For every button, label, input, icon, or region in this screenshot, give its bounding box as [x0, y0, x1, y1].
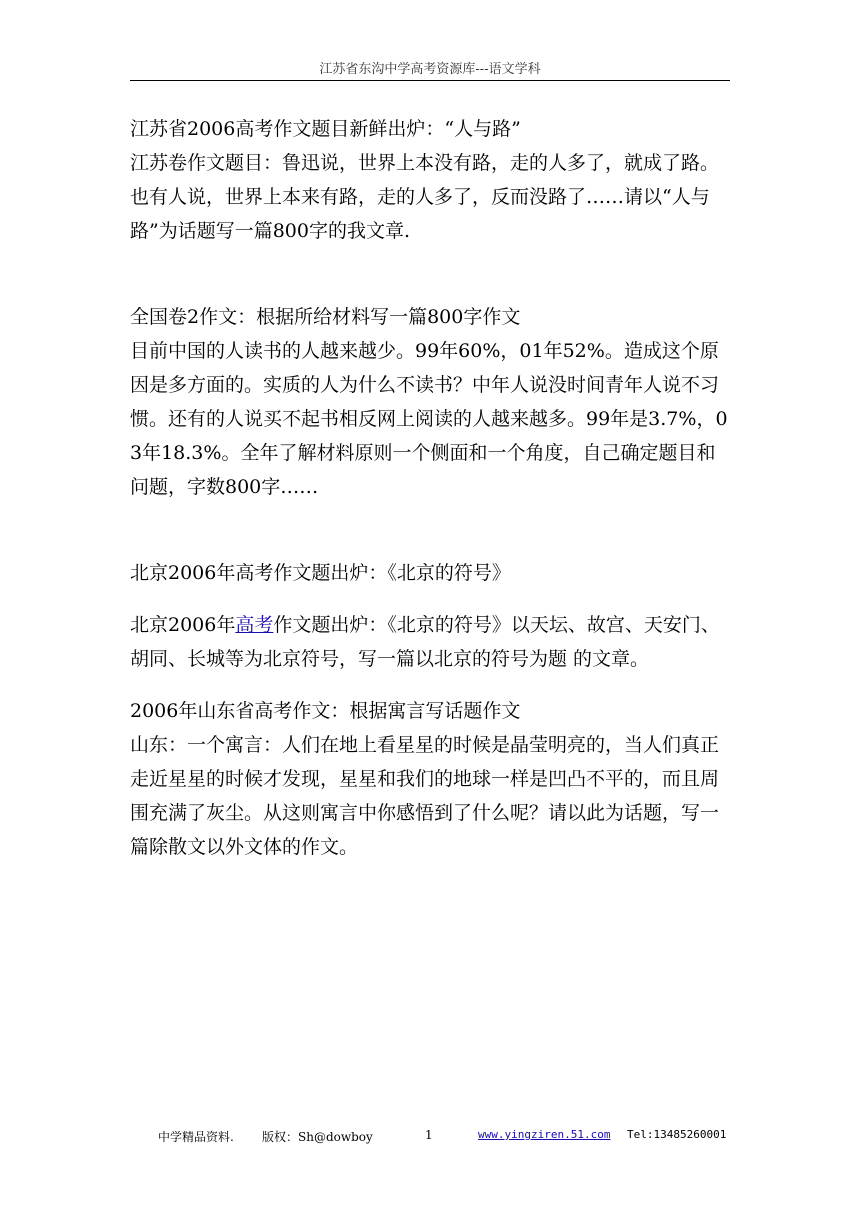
spacer: [130, 538, 730, 556]
spacer: [130, 676, 730, 694]
document-body: [130, 112, 730, 864]
page-number: 1: [425, 1128, 433, 1142]
spacer: [130, 504, 730, 538]
shandong-body: 山东：一个寓言：人们在地上看星星的时候是晶莹明亮的，当人们真正走近星星的时候才发现，星星和我们的地球一样是凹凸不平的，而且周围充满了灰尘。从这则寓言中你感悟到了什么呢？请以此为话题，写一篇除散文以外文体的作文。: [130, 734, 720, 858]
shandong-title: 2006年山东省高考作文：根据寓言写话题作文: [130, 700, 521, 722]
page-footer: [0, 1128, 860, 1148]
header-rule: [130, 80, 730, 81]
spacer: [130, 282, 730, 300]
footer-copyright: 版权：Sh@dowboy: [262, 1130, 373, 1144]
national2-title: 全国卷2作文：根据所给材料写一篇800字作文: [130, 306, 521, 328]
footer-source: 中学精品资料.: [158, 1130, 234, 1144]
beijing-title: 北京2006年高考作文题出炉：《北京的符号》: [130, 562, 511, 584]
spacer: [130, 248, 730, 282]
gaokao-link[interactable]: 高考: [235, 614, 274, 636]
footer-tel: Tel:13485260001: [627, 1128, 727, 1141]
beijing-body: [130, 608, 730, 676]
national2-body: 目前中国的人读书的人越来越少。99年60%，01年52%。造成这个原因是多方面的。实质的人为什么不读书？中年人说没时间青年人说不习惯。还有的人说买不起书相反网上阅读的人越来越多。99年是3.7%，03年18.3%。全年了解材料原则一个侧面和一个角度，自己确定题目和问题，字数800字……: [130, 340, 728, 498]
footer-site-link[interactable]: www.yingziren.51.com: [478, 1128, 611, 1141]
page-header: 江苏省东沟中学高考资源库---语文学科: [319, 62, 541, 77]
spacer: [130, 590, 730, 608]
beijing-body-rest: 作文题出炉：《北京的符号》以天坛、故宫、天安门、胡同、长城等为北京符号，写一篇以北京的符号为题 的文章。: [130, 614, 720, 670]
jiangsu-body: 江苏卷作文题目：鲁迅说，世界上本没有路，走的人多了，就成了路。也有人说，世界上本来有路，走的人多了，反而没路了……请以“人与路”为话题写一篇800字的我文章.: [130, 152, 720, 242]
beijing-body-start: 北京2006年: [130, 614, 236, 636]
jiangsu-title: 江苏省2006高考作文题目新鲜出炉：“人与路”: [130, 118, 521, 140]
